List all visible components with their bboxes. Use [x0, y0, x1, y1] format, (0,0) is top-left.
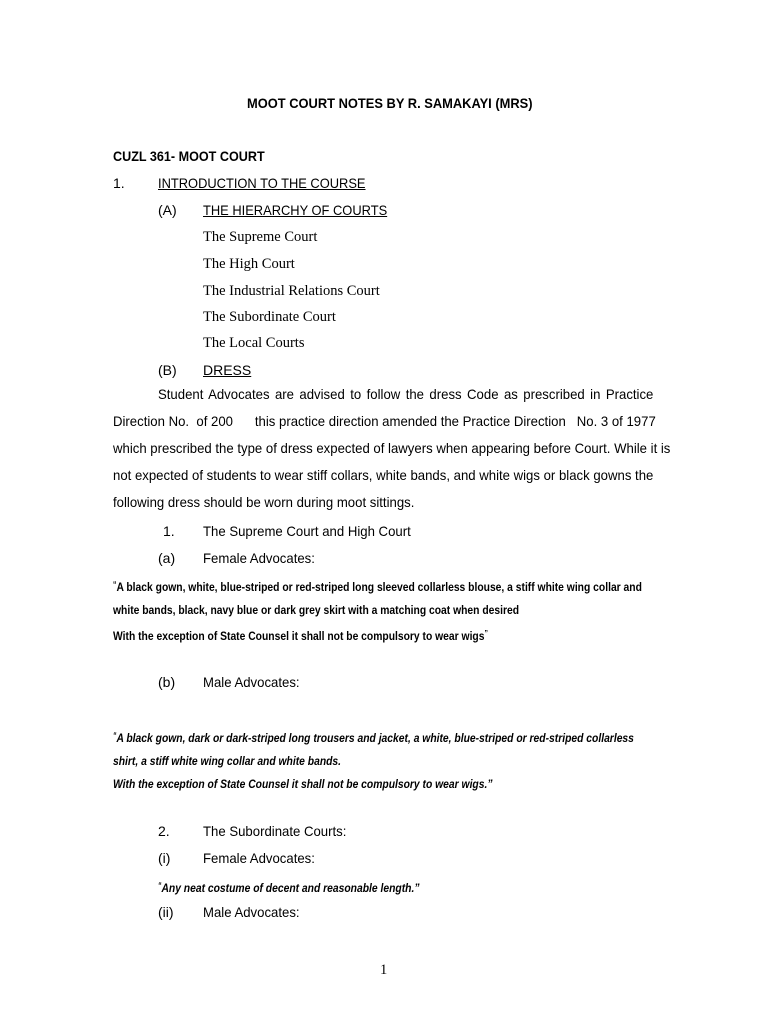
item-label: (a): [158, 550, 176, 566]
quote-line: “Any neat costume of decent and reasonable length.”: [158, 881, 420, 895]
subsection-b-heading: DRESS: [203, 362, 252, 378]
quote-line: shirt, a stiff white wing collar and white bands.: [113, 754, 342, 768]
course-heading: CUZL 361- MOOT COURT: [113, 148, 265, 164]
subsection-a-label: (A): [158, 202, 177, 218]
female-dress-quote: [113, 573, 642, 648]
quote-line: white bands, black, navy blue or dark grey skirt with a matching coat when desired: [113, 603, 520, 617]
court-item: The Subordinate Court: [203, 309, 336, 325]
quote-line: “A black gown, white, blue-striped or red-striped long sleeved collarless blouse, a stiff white wing collar and: [113, 580, 642, 594]
item-label: (i): [158, 850, 171, 866]
paragraph-line: not expected of students to wear stiff collars, white bands, and white wigs or black gowns the: [113, 467, 654, 483]
item-text: Female Advocates:: [203, 850, 315, 866]
item-number: 1.: [163, 523, 175, 539]
item-number: 2.: [158, 823, 170, 839]
item-label: (ii): [158, 904, 174, 920]
section-number: 1.: [113, 175, 125, 191]
subsection-b-label: (B): [158, 362, 177, 378]
section-heading: INTRODUCTION TO THE COURSE: [158, 175, 366, 191]
court-item: The Local Courts: [203, 335, 305, 351]
item-text: Male Advocates:: [203, 904, 300, 920]
item-label: (b): [158, 674, 176, 690]
item-text: Female Advocates:: [203, 550, 315, 566]
quote-line: “A black gown, dark or dark-striped long trousers and jacket, a white, blue-striped or red-striped collarless: [113, 731, 634, 745]
male-dress-quote: [113, 724, 634, 796]
paragraph-line: Direction No. of 200 this practice direction amended the Practice Direction No. 3 of 1977: [113, 413, 656, 429]
page-number: 1: [380, 962, 388, 978]
paragraph-line: following dress should be worn during moot sittings.: [113, 494, 415, 510]
item-text: The Subordinate Courts:: [203, 823, 347, 839]
paragraph-line: Student Advocates are advised to follow the dress Code as prescribed in Practice: [158, 386, 654, 402]
subordinate-female-quote: [158, 874, 419, 900]
item-text: Male Advocates:: [203, 674, 300, 690]
paragraph-line: which prescribed the type of dress expected of lawyers when appearing before Court. While it is: [113, 440, 671, 456]
court-item: The High Court: [203, 256, 295, 272]
document-title: MOOT COURT NOTES BY R. SAMAKAYI (MRS): [247, 95, 533, 111]
item-text: The Supreme Court and High Court: [203, 523, 411, 539]
court-item: The Supreme Court: [203, 229, 318, 245]
quote-line: With the exception of State Counsel it shall not be compulsory to wear wigs”: [113, 629, 488, 643]
subsection-a-heading: THE HIERARCHY OF COURTS: [203, 202, 388, 218]
quote-line: With the exception of State Counsel it shall not be compulsory to wear wigs.”: [113, 777, 493, 791]
court-item: The Industrial Relations Court: [203, 283, 380, 299]
